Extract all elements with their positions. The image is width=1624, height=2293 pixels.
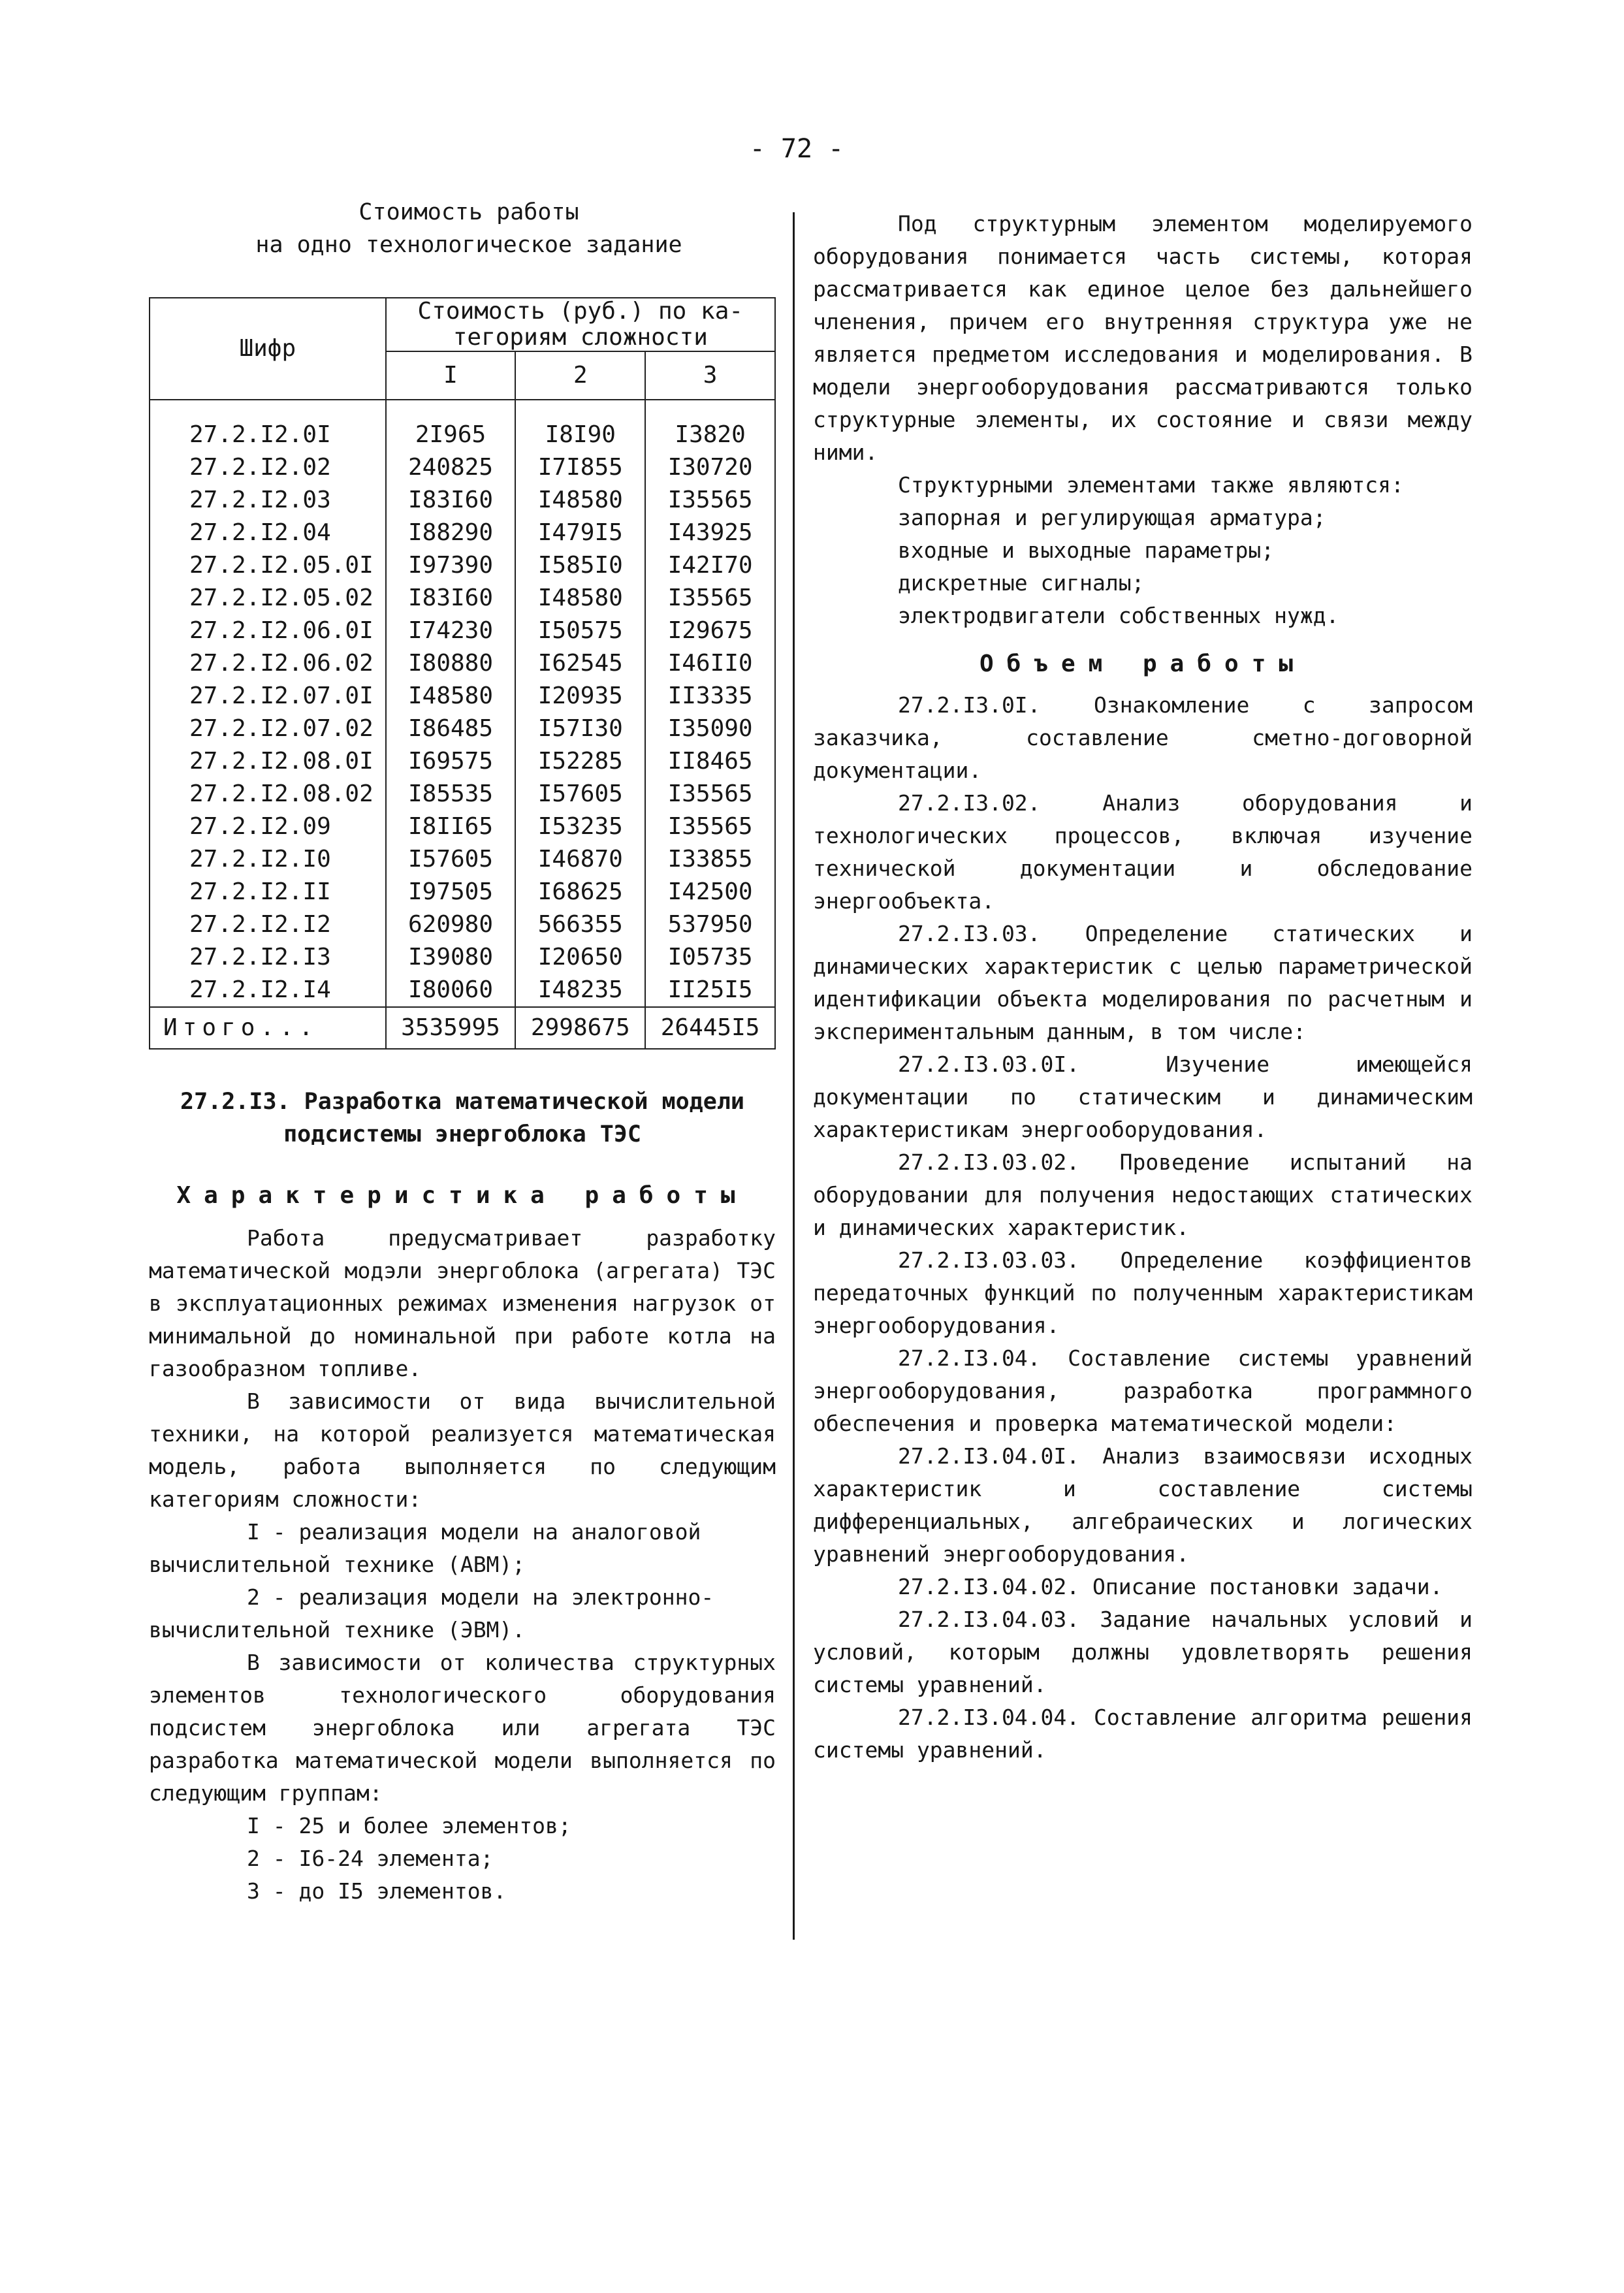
cell-code: 27.2.I2.05.0I: [150, 549, 386, 582]
header-cost: [386, 298, 775, 351]
cell-code: 27.2.I2.04: [150, 517, 386, 549]
cell-cost-3: I3820: [645, 400, 775, 451]
cell-cost-3: 537950: [645, 908, 775, 941]
right-column: [813, 208, 1473, 1767]
cell-code: 27.2.I2.07.02: [150, 713, 386, 745]
cell-cost-1: I97390: [386, 549, 516, 582]
cell-cost-2: I62545: [515, 647, 645, 680]
header-cost-line2: тегориям сложности: [453, 324, 708, 351]
section-title-line1: 27.2.I3. Разработка математической модели: [180, 1089, 744, 1115]
table-body: [150, 400, 775, 1049]
structural-element-item: электродвигатели собственных нужд.: [898, 603, 1339, 628]
cell-cost-2: I52285: [515, 745, 645, 778]
cell-cost-1: I80060: [386, 974, 516, 1007]
table-caption: [234, 196, 704, 261]
work-step: 27.2.I3.04.03. Задание начальных условий и условий, которым должны удовлетворять решения системы уравнений.: [813, 1607, 1473, 1697]
cell-code: 27.2.I2.09: [150, 810, 386, 843]
table-row: [150, 713, 775, 745]
cell-cost-1: 620980: [386, 908, 516, 941]
cell-cost-2: I479I5: [515, 517, 645, 549]
cell-cost-2: I8I90: [515, 400, 645, 451]
page-number: - 72 -: [749, 134, 844, 164]
cell-cost-2: I68625: [515, 876, 645, 908]
table-row: [150, 843, 775, 876]
cell-cost-3: I35565: [645, 810, 775, 843]
category-item: I - реализация модели на аналоговой вычислительной технике (АВМ);: [149, 1519, 701, 1577]
cell-cost-1: I69575: [386, 745, 516, 778]
cell-cost-3: I43925: [645, 517, 775, 549]
cell-cost-3: I42500: [645, 876, 775, 908]
column-divider: [793, 212, 795, 1940]
table-row: [150, 876, 775, 908]
cell-cost-3: I35090: [645, 713, 775, 745]
characteristics-heading: Характеристика работы: [176, 1182, 748, 1209]
work-step: 27.2.I3.0I. Ознакомление с запросом заказчика, составление сметно-договорной документации.: [813, 692, 1473, 783]
cell-code: 27.2.I2.06.02: [150, 647, 386, 680]
cell-code: 27.2.I2.07.0I: [150, 680, 386, 713]
cell-cost-2: I50575: [515, 615, 645, 647]
cell-code: 27.2.I2.0I: [150, 400, 386, 451]
table-row: [150, 908, 775, 941]
work-step: 27.2.I3.04.02. Описание постановки задачи.: [898, 1574, 1443, 1599]
cell-cost-3: II3335: [645, 680, 775, 713]
cell-code: 27.2.I2.03: [150, 484, 386, 517]
table-row: [150, 400, 775, 451]
cell-code: 27.2.I2.II: [150, 876, 386, 908]
header-category-3: 3: [645, 351, 775, 400]
paragraph: В зависимости от вида вычислительной техники, на которой реализуется математическая модель, работа выполняется по следующим категориям сложности:: [149, 1388, 776, 1512]
table-row: [150, 615, 775, 647]
cell-cost-3: I05735: [645, 941, 775, 974]
cell-code: 27.2.I2.06.0I: [150, 615, 386, 647]
work-step: 27.2.I3.03.03. Определение коэффициентов передаточных функций по полученным характеристикам энергооборудования.: [813, 1247, 1473, 1338]
cell-cost-1: I39080: [386, 941, 516, 974]
group-item: 2 - I6-24 элемента;: [247, 1846, 494, 1871]
header-category-2: 2: [515, 351, 645, 400]
table-row: [150, 974, 775, 1007]
cell-cost-1: I97505: [386, 876, 516, 908]
cell-cost-1: I85535: [386, 778, 516, 810]
cell-cost-1: 2I965: [386, 400, 516, 451]
cell-code: 27.2.I2.I3: [150, 941, 386, 974]
table-row: [150, 484, 775, 517]
cell-cost-3: II8465: [645, 745, 775, 778]
cell-cost-2: I48580: [515, 582, 645, 615]
cell-cost-1: I83I60: [386, 484, 516, 517]
cell-code: 27.2.I2.I0: [150, 843, 386, 876]
work-step: 27.2.I3.03.02. Проведение испытаний на оборудовании для получения недостающих статических и динамических характеристик.: [813, 1149, 1473, 1240]
cell-cost-2: I57I30: [515, 713, 645, 745]
total-cost-3: 26445I5: [645, 1007, 775, 1049]
left-column: [149, 196, 776, 1908]
cell-cost-3: I30720: [645, 451, 775, 484]
cell-cost-2: I57605: [515, 778, 645, 810]
cell-cost-2: I585I0: [515, 549, 645, 582]
cell-code: 27.2.I2.I2: [150, 908, 386, 941]
cell-cost-3: I35565: [645, 582, 775, 615]
structural-element-item: запорная и регулирующая арматура;: [898, 505, 1326, 530]
table-row: [150, 810, 775, 843]
work-step: 27.2.I3.04.0I. Анализ взаимосвязи исходных характеристик и составление системы дифференциальных, алгебраических и логических уравнений энергооборудования.: [813, 1443, 1473, 1567]
table-total-row: [150, 1007, 775, 1049]
cell-cost-3: I29675: [645, 615, 775, 647]
cell-cost-2: I7I855: [515, 451, 645, 484]
header-code: Шифр: [150, 298, 386, 400]
work-step: 27.2.I3.04. Составление системы уравнений энергооборудования, разработка программного обеспечения и проверка математической модели:: [813, 1345, 1473, 1436]
structural-elements-intro: Структурными элементами также являются:: [898, 472, 1404, 498]
table-row: [150, 778, 775, 810]
cell-code: 27.2.I2.05.02: [150, 582, 386, 615]
cell-code: 27.2.I2.08.02: [150, 778, 386, 810]
group-item: I - 25 и более элементов;: [247, 1813, 571, 1838]
cell-cost-1: 240825: [386, 451, 516, 484]
cell-cost-3: I33855: [645, 843, 775, 876]
paragraph: Работа предусматривает разработку математической модэли энергоблока (агрегата) ТЭС в эксплуатационных режимах изменения нагрузок от минимальной до номинальной при работе котла на газообразном топливе.: [149, 1225, 776, 1381]
table-row: [150, 517, 775, 549]
cell-cost-2: I53235: [515, 810, 645, 843]
cell-cost-1: I57605: [386, 843, 516, 876]
cell-cost-2: I46870: [515, 843, 645, 876]
work-steps: [813, 689, 1473, 1767]
section-title: [149, 1085, 776, 1151]
cell-cost-2: I48580: [515, 484, 645, 517]
header-cost-line1: Стоимость (руб.) по ка-: [417, 298, 744, 325]
table-row: [150, 451, 775, 484]
work-step: 27.2.I3.04.04. Составление алгоритма решения системы уравнений.: [813, 1705, 1473, 1763]
group-item: 3 - до I5 элементов.: [247, 1878, 507, 1904]
table-row: [150, 549, 775, 582]
cell-cost-3: II25I5: [645, 974, 775, 1007]
cost-table: [149, 297, 776, 1050]
structural-element-item: дискретные сигналы;: [898, 570, 1145, 596]
cell-cost-2: I20935: [515, 680, 645, 713]
paragraph: Под структурным элементом моделируемого оборудования понимается часть системы, которая рассматривается как единое целое без дальнейшего членения, причем его внутренняя структура уже не является предметом исследования и моделирования. В модели энергооборудования рассматриваются только структурные элементы, их состояние и связи между ними.: [813, 211, 1473, 465]
work-step: 27.2.I3.03. Определение статических и динамических характеристик с целью параметрической идентификации объекта моделирования по расчетным и экспериментальным данным, в том числе:: [813, 921, 1473, 1044]
cell-cost-3: I35565: [645, 778, 775, 810]
paragraph: В зависимости от количества структурных элементов технологического оборудования подсистем энергоблока или агрегата ТЭС разработка математической модели выполняется по следующим группам:: [149, 1650, 776, 1806]
cell-code: 27.2.I2.I4: [150, 974, 386, 1007]
cell-cost-3: I42I70: [645, 549, 775, 582]
cell-cost-3: I35565: [645, 484, 775, 517]
total-cost-2: 2998675: [515, 1007, 645, 1049]
structural-element-item: входные и выходные параметры;: [898, 537, 1275, 563]
category-item: 2 - реализация модели на электронно-вычислительной технике (ЭВМ).: [149, 1584, 714, 1643]
table-row: [150, 647, 775, 680]
cell-code: 27.2.I2.08.0I: [150, 745, 386, 778]
cell-cost-1: I8II65: [386, 810, 516, 843]
cell-cost-1: I86485: [386, 713, 516, 745]
cell-cost-3: I46II0: [645, 647, 775, 680]
total-label: Итого...: [150, 1007, 386, 1049]
cell-cost-2: I20650: [515, 941, 645, 974]
table-row: [150, 680, 775, 713]
section-title-line2: подсистемы энергоблока ТЭС: [283, 1121, 641, 1147]
volume-heading: Объем работы: [979, 650, 1307, 677]
total-cost-1: 3535995: [386, 1007, 516, 1049]
cell-cost-1: I74230: [386, 615, 516, 647]
table-caption-line2: на одно технологическое задание: [255, 232, 682, 258]
table-row: [150, 745, 775, 778]
table-row: [150, 941, 775, 974]
cell-cost-2: I48235: [515, 974, 645, 1007]
table-row: [150, 582, 775, 615]
work-step: 27.2.I3.02. Анализ оборудования и технологических процессов, включая изучение технической документации и обследование энергообъекта.: [813, 790, 1473, 914]
cell-cost-1: I80880: [386, 647, 516, 680]
cell-cost-2: 566355: [515, 908, 645, 941]
cell-cost-1: I83I60: [386, 582, 516, 615]
cell-code: 27.2.I2.02: [150, 451, 386, 484]
work-step: 27.2.I3.03.0I. Изучение имеющейся документации по статическим и динамическим характеристикам энергооборудования.: [813, 1051, 1473, 1142]
table-caption-line1: Стоимость работы: [358, 199, 579, 225]
cell-cost-1: I88290: [386, 517, 516, 549]
cell-cost-1: I48580: [386, 680, 516, 713]
header-category-1: I: [386, 351, 516, 400]
